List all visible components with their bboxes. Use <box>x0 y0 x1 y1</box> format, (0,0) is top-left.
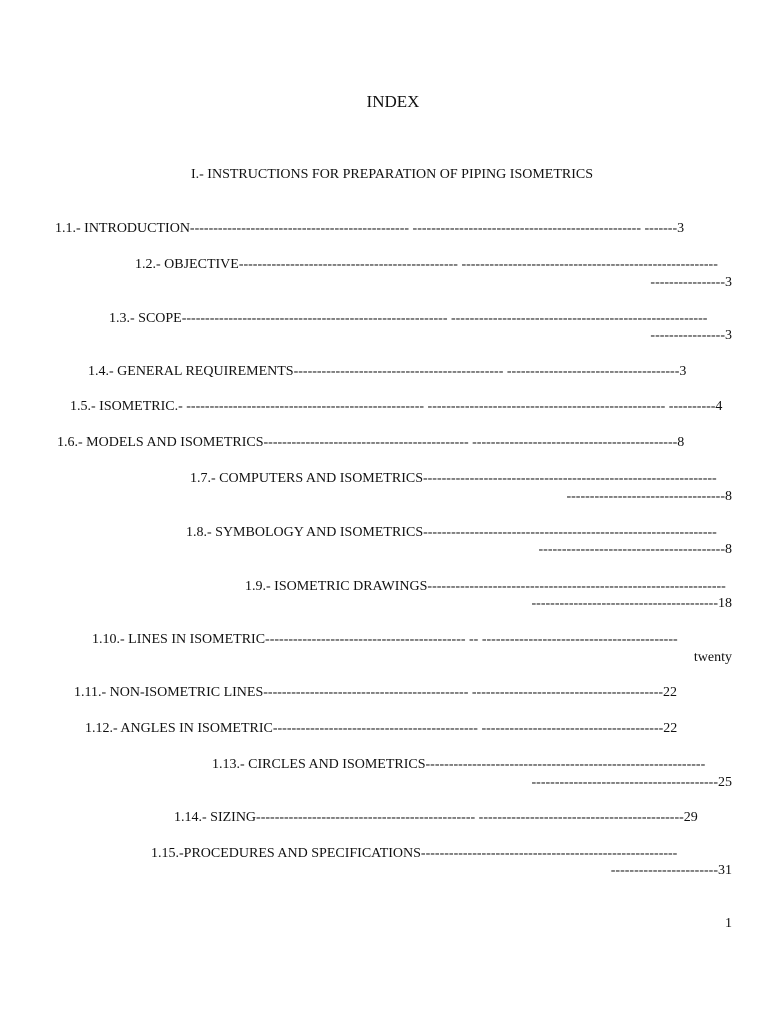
toc-entry-1-2-continuation: ----------------3 <box>650 275 732 290</box>
toc-entry-text: 1.4.- GENERAL REQUIREMENTS--------------------------------------------- -------------------------------------3 <box>88 364 687 379</box>
toc-entry-1-8[interactable] <box>186 524 732 542</box>
toc-entry-1-1[interactable] <box>55 220 732 238</box>
toc-entry-text: 1.7.- COMPUTERS AND ISOMETRICS--------------------------------------------------------------- <box>190 471 717 486</box>
toc-entry-text: 1.13.- CIRCLES AND ISOMETRICS------------------------------------------------------------ <box>212 757 706 772</box>
toc-entry-text: 1.15.-PROCEDURES AND SPECIFICATIONS------------------------------------------------------- <box>151 846 678 861</box>
toc-entry-text: 1.10.- LINES IN ISOMETRIC------------------------------------------- -- ------------------------------------------ <box>92 632 678 647</box>
toc-entry-text: 1.11.- NON-ISOMETRIC LINES-------------------------------------------- -----------------------------------------22 <box>74 685 678 700</box>
toc-entry-1-5[interactable] <box>70 398 732 416</box>
toc-entry-1-7[interactable] <box>190 470 732 488</box>
toc-entry-text: 1.9.- ISOMETRIC DRAWINGS---------------------------------------------------------------- <box>245 579 726 594</box>
section-heading: I.- INSTRUCTIONS FOR PREPARATION OF PIPING ISOMETRICS <box>190 167 594 182</box>
toc-entry-text: 1.12.- ANGLES IN ISOMETRIC-------------------------------------------- ---------------------------------------22 <box>85 721 678 736</box>
toc-entry-text: 1.5.- ISOMETRIC.- --------------------------------------------------- --------------------------------------------------- ----------4 <box>70 399 723 414</box>
toc-entry-1-12[interactable] <box>85 720 732 738</box>
toc-entry-text: 1.2.- OBJECTIVE----------------------------------------------- ------------------------------------------------------- <box>135 257 718 272</box>
toc-entry-1-7-continuation: ----------------------------------8 <box>566 489 732 504</box>
toc-entry-1-10[interactable] <box>92 631 732 649</box>
toc-entry-1-3[interactable] <box>109 310 732 328</box>
toc-entry-1-9-continuation: ----------------------------------------18 <box>531 596 732 611</box>
page-number: 1 <box>725 916 732 931</box>
toc-entry-1-14[interactable] <box>174 809 732 827</box>
toc-entry-1-6[interactable] <box>57 434 732 452</box>
toc-entry-1-10-continuation: twenty <box>693 650 732 665</box>
toc-entry-text: 1.6.- MODELS AND ISOMETRICS-------------------------------------------- --------------------------------------------8 <box>57 435 685 450</box>
toc-entry-1-15[interactable] <box>151 845 732 863</box>
toc-entry-text: 1.8.- SYMBOLOGY AND ISOMETRICS--------------------------------------------------------------- <box>186 525 717 540</box>
toc-entry-1-11[interactable] <box>74 684 732 702</box>
index-title: INDEX <box>366 92 420 111</box>
toc-entry-text: 1.14.- SIZING----------------------------------------------- --------------------------------------------29 <box>174 810 698 825</box>
toc-entry-1-8-continuation: ----------------------------------------8 <box>538 542 732 557</box>
toc-entry-text: 1.1.- INTRODUCTION----------------------------------------------- ------------------------------------------------- -------3 <box>55 221 685 236</box>
toc-entry-1-15-continuation: -----------------------31 <box>610 863 732 878</box>
toc-entry-1-13-continuation: ----------------------------------------25 <box>531 775 732 790</box>
toc-entry-1-3-continuation: ----------------3 <box>650 328 732 343</box>
toc-entry-1-2[interactable] <box>135 256 732 274</box>
toc-entry-text: 1.3.- SCOPE--------------------------------------------------------- ------------------------------------------------------- <box>109 311 708 326</box>
toc-entry-1-9[interactable] <box>245 578 732 596</box>
toc-entry-1-13[interactable] <box>212 756 732 774</box>
toc-entry-1-4[interactable] <box>88 363 732 381</box>
